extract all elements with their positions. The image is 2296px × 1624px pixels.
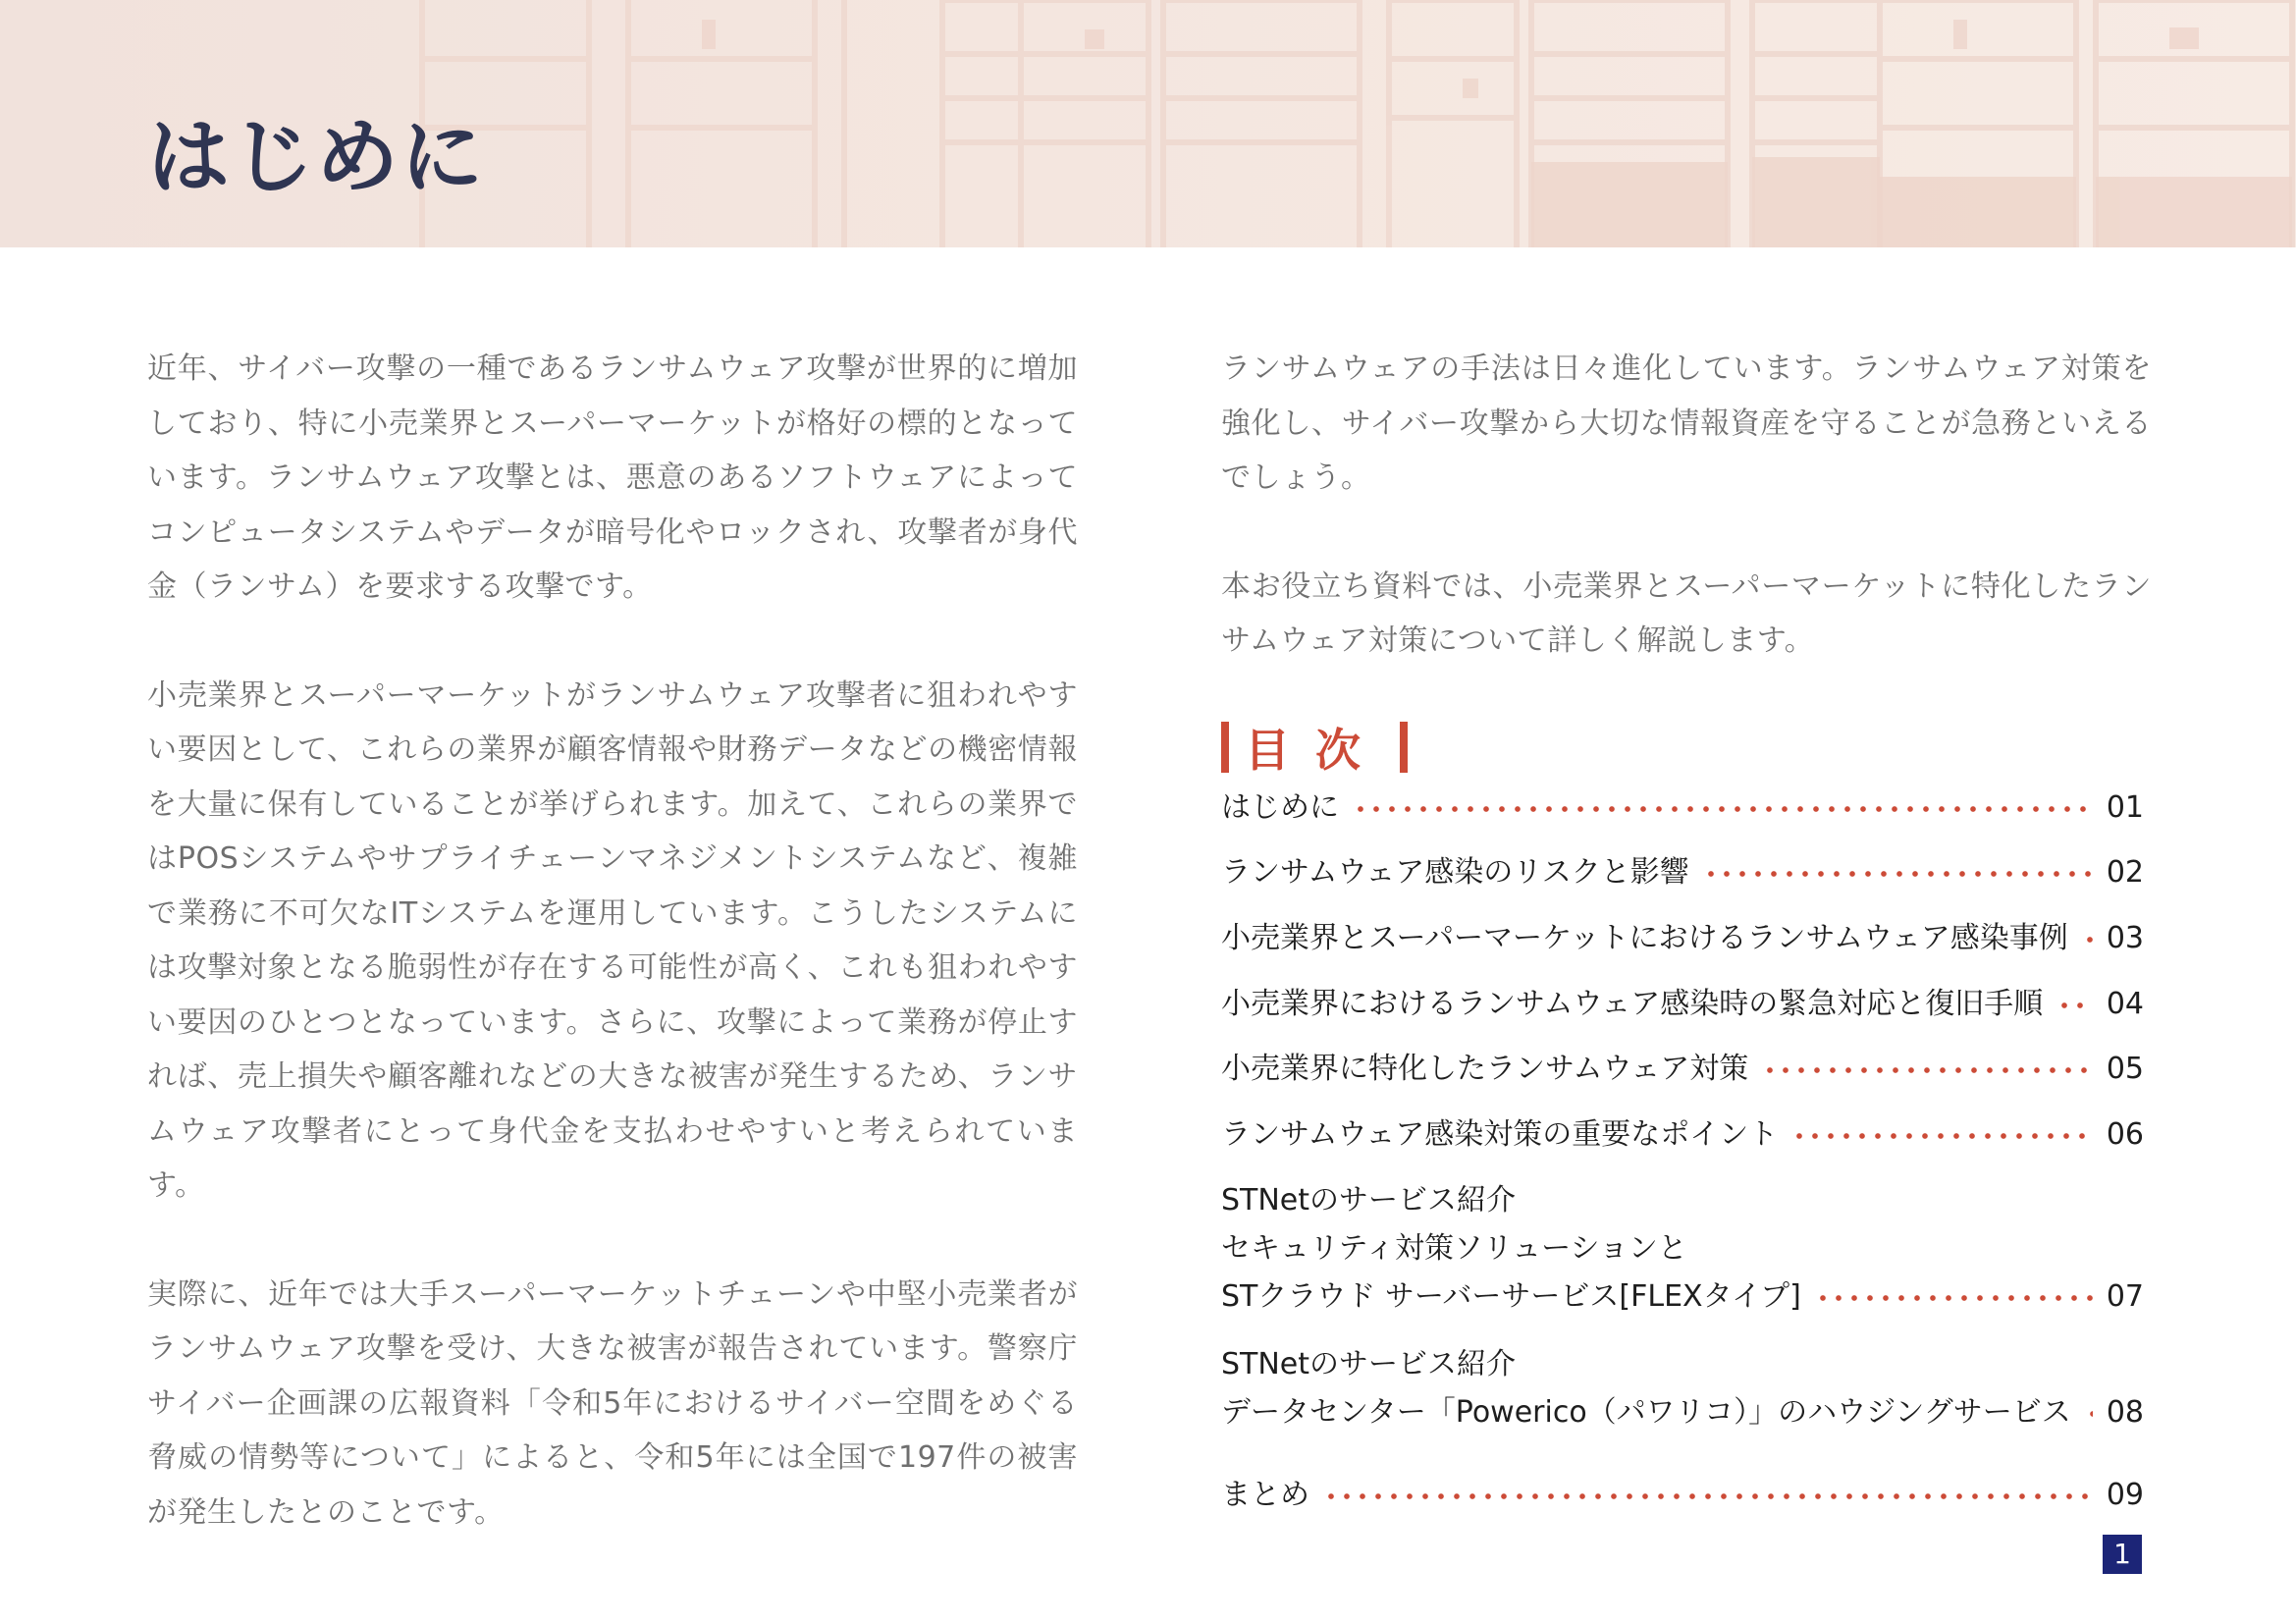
intro-right-column xyxy=(1221,342,2152,669)
toc-item-row xyxy=(1221,784,2144,832)
toc-item-row xyxy=(1221,1388,2144,1436)
toc-dot-leader xyxy=(2085,1411,2093,1417)
intro-paragraph: 近年、サイバー攻撃の一種であるランサムウェア攻撃が世界的に増加しており、特に小売業界とスーパーマーケットが格好の標的となっています。ランサムウェア攻撃とは、悪意のあるソフトウェアによってコンピュータシステムやデータが暗号化やロックされ、攻撃者が身代金（ランサム）を要求する攻撃です。 xyxy=(147,352,1078,604)
toc-dot-leader xyxy=(1815,1295,2093,1301)
toc-dot-leader xyxy=(1791,1133,2093,1139)
page-title: はじめに xyxy=(147,109,486,205)
toc-item[interactable] xyxy=(1221,848,2144,896)
toc-page-number: 09 xyxy=(2106,1478,2144,1512)
toc-item[interactable] xyxy=(1221,1471,2144,1519)
header-banner xyxy=(0,0,2296,247)
toc-item-row xyxy=(1221,1471,2144,1519)
toc-page-number: 05 xyxy=(2106,1052,2144,1086)
toc-page-number: 08 xyxy=(2106,1395,2144,1430)
toc-item[interactable] xyxy=(1221,1045,2144,1093)
intro-paragraph: 小売業界とスーパーマーケットがランサムウェア攻撃者に狙われやすい要因として、これらの業界が顧客情報や財務データなどの機密情報を大量に保有していることが挙げられます。加えて、これらの業界ではPOSシステムやサプライチェーンマネジメントシステムなど、複雑で業務に不可欠なITシステムを運用しています。こうしたシステムには攻撃対象となる脆弱性が存在する可能性が高く、これも狙われやすい要因のひとつとなっています。さらに、攻撃によって業務が停止すれば、売上損失や顧客離れなどの大きな被害が発生するため、ランサムウェア攻撃者にとって身代金を支払わせやすいと考えられています。 xyxy=(147,677,1078,1203)
intro-paragraph: 本お役立ち資料では、小売業界とスーパーマーケットに特化したランサムウェア対策について詳しく解説します。 xyxy=(1221,568,2152,658)
toc-item-label: ランサムウェア感染対策の重要なポイント xyxy=(1221,1117,1779,1152)
toc-title: 目次 xyxy=(1245,724,1386,777)
toc-item-row xyxy=(1221,1272,2144,1321)
toc-item-label: STNetのサービス紹介 xyxy=(1221,1347,1517,1381)
toc-item-row xyxy=(1221,1110,2144,1159)
toc-item-row xyxy=(1221,1045,2144,1093)
toc-dot-leader xyxy=(2056,1002,2093,1008)
toc-item[interactable] xyxy=(1221,980,2144,1028)
toc-item[interactable] xyxy=(1221,1340,2144,1436)
intro-left-column xyxy=(147,342,1078,1540)
toc-item-label: STクラウド サーバーサービス[FLEXタイプ] xyxy=(1221,1279,1801,1314)
toc-item-label: 小売業界におけるランサムウェア感染時の緊急対応と復旧手順 xyxy=(1221,987,2044,1021)
toc-dot-leader xyxy=(1353,806,2093,812)
toc-heading xyxy=(1221,720,1408,775)
toc-item[interactable] xyxy=(1221,784,2144,832)
toc-item-label: 小売業界とスーパーマーケットにおけるランサムウェア感染事例 xyxy=(1221,921,2068,955)
toc-page-number: 06 xyxy=(2106,1117,2144,1152)
toc-heading-bar-left xyxy=(1221,722,1229,773)
intro-paragraph: 実際に、近年では大手スーパーマーケットチェーンや中堅小売業者がランサムウェア攻撃を受け、大きな被害が報告されています。警察庁サイバー企画課の広報資料「令和5年におけるサイバー空間をめぐる脅威の情勢等について」によると、令和5年には全国で197件の被害が発生したとのことです。 xyxy=(147,1276,1078,1530)
toc-heading-bar-right xyxy=(1400,722,1408,773)
toc-item-label: STNetのサービス紹介 xyxy=(1221,1183,1517,1218)
toc-page-number: 07 xyxy=(2106,1279,2144,1314)
toc-item-label: はじめに xyxy=(1221,790,1339,825)
toc-item-label: ランサムウェア感染のリスクと影響 xyxy=(1221,855,1689,890)
toc-item[interactable] xyxy=(1221,1176,2144,1321)
toc-item-label: データセンター「Powerico（パワリコ）」のハウジングサービス xyxy=(1221,1395,2071,1430)
toc-item[interactable] xyxy=(1221,1110,2144,1159)
toc-dot-leader xyxy=(1762,1067,2093,1073)
toc-item-row xyxy=(1221,914,2144,962)
toc-dot-leader xyxy=(1323,1493,2093,1499)
toc-dot-leader xyxy=(2082,937,2093,943)
intro-paragraph: ランサムウェアの手法は日々進化しています。ランサムウェア対策を強化し、サイバー攻撃から大切な情報資産を守ることが急務といえるでしょう。 xyxy=(1221,352,2152,495)
toc-page-number: 04 xyxy=(2106,987,2144,1021)
toc-item-label: 小売業界に特化したランサムウェア対策 xyxy=(1221,1052,1749,1086)
toc-dot-leader xyxy=(1703,871,2093,877)
toc-page-number: 02 xyxy=(2106,855,2144,890)
toc-item-label: まとめ xyxy=(1221,1478,1309,1512)
toc-page-number: 01 xyxy=(2106,790,2144,825)
toc-item-row xyxy=(1221,980,2144,1028)
toc-item-label: セキュリティ対策ソリューションと xyxy=(1221,1231,1687,1266)
page-number-badge: 1 xyxy=(2103,1535,2142,1574)
toc-item-row xyxy=(1221,848,2144,896)
toc-item[interactable] xyxy=(1221,914,2144,962)
toc-page-number: 03 xyxy=(2106,921,2144,955)
